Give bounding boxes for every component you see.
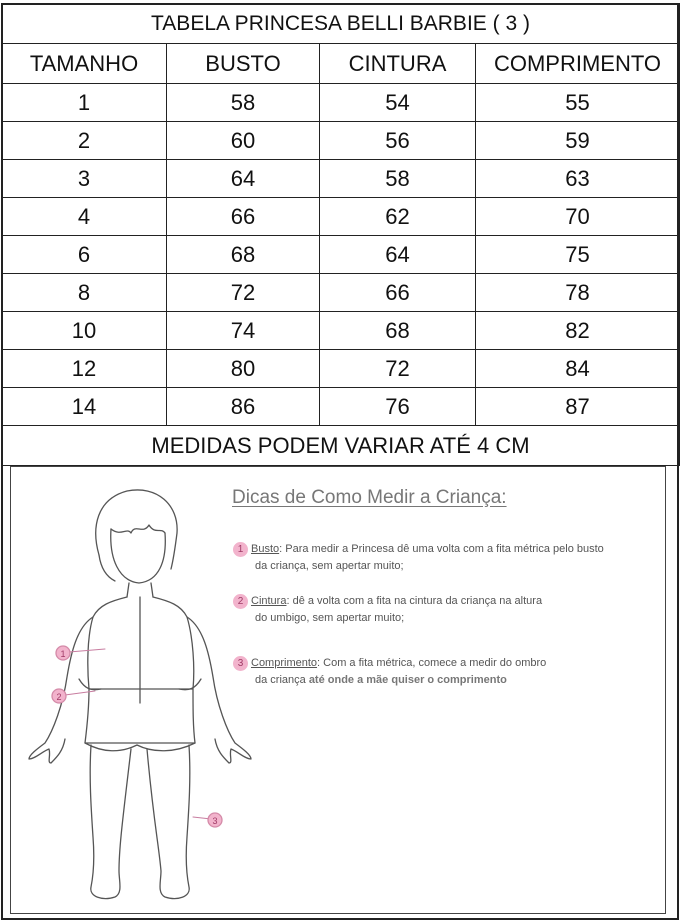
cell-comprimento: 75 — [476, 236, 680, 274]
table-row — [2, 122, 680, 160]
tip-number: 1 — [233, 542, 248, 557]
cell-tamanho: 4 — [2, 198, 167, 236]
marker-1: 1 — [60, 649, 66, 659]
table-row — [2, 236, 680, 274]
marker-2: 2 — [56, 692, 62, 702]
cell-tamanho: 2 — [2, 122, 167, 160]
tip-number: 2 — [233, 594, 248, 609]
cell-comprimento: 70 — [476, 198, 680, 236]
tip-text-start: da criança — [255, 674, 309, 686]
cell-tamanho: 14 — [2, 388, 167, 426]
guide-title: Dicas de Como Medir a Criança: — [232, 487, 507, 508]
table-row — [2, 350, 680, 388]
cell-cintura: 58 — [320, 160, 476, 198]
measuring-guide-panel — [10, 466, 666, 914]
cell-busto: 80 — [167, 350, 320, 388]
size-table — [1, 3, 680, 466]
cell-cintura: 62 — [320, 198, 476, 236]
tip-text: : dê a volta com a fita na cintura da criança na altura — [286, 595, 543, 607]
tip-key: Cintura — [251, 595, 287, 607]
tip-text: : Com a fita métrica, comece a medir do ombro — [317, 657, 547, 669]
cell-comprimento: 87 — [476, 388, 680, 426]
cell-comprimento: 59 — [476, 122, 680, 160]
cell-comprimento: 55 — [476, 84, 680, 122]
tip-busto — [233, 541, 663, 575]
tip-number: 3 — [233, 656, 248, 671]
header-tamanho: TAMANHO — [2, 44, 167, 84]
header-busto: BUSTO — [167, 44, 320, 84]
table-row — [2, 160, 680, 198]
cell-cintura: 72 — [320, 350, 476, 388]
tip-text-line2: do umbigo, sem apertar muito; — [255, 612, 405, 624]
cell-comprimento: 84 — [476, 350, 680, 388]
cell-busto: 60 — [167, 122, 320, 160]
tip-text-line2 — [233, 672, 663, 689]
cell-busto: 68 — [167, 236, 320, 274]
tip-comprimento — [233, 655, 663, 689]
cell-cintura: 68 — [320, 312, 476, 350]
header-row — [2, 44, 680, 84]
cell-busto: 64 — [167, 160, 320, 198]
cell-tamanho: 8 — [2, 274, 167, 312]
table-row — [2, 198, 680, 236]
table-row — [2, 388, 680, 426]
cell-comprimento: 63 — [476, 160, 680, 198]
cell-busto: 72 — [167, 274, 320, 312]
cell-busto: 74 — [167, 312, 320, 350]
cell-cintura: 66 — [320, 274, 476, 312]
cell-busto: 58 — [167, 84, 320, 122]
cell-cintura: 64 — [320, 236, 476, 274]
cell-cintura: 56 — [320, 122, 476, 160]
cell-comprimento: 82 — [476, 312, 680, 350]
cell-comprimento: 78 — [476, 274, 680, 312]
tip-text-line2: da criança, sem apertar muito; — [255, 560, 404, 572]
cell-busto: 66 — [167, 198, 320, 236]
tip-cintura — [233, 593, 663, 627]
tip-key: Busto — [251, 543, 280, 555]
table-row — [2, 84, 680, 122]
cell-tamanho: 12 — [2, 350, 167, 388]
variation-note: MEDIDAS PODEM VARIAR ATÉ 4 CM — [2, 426, 680, 466]
cell-tamanho: 1 — [2, 84, 167, 122]
marker-3: 3 — [212, 816, 218, 826]
tip-text-bold: até onde a mãe quiser o comprimento — [308, 674, 507, 686]
cell-tamanho: 6 — [2, 236, 167, 274]
cell-busto: 86 — [167, 388, 320, 426]
table-row — [2, 312, 680, 350]
cell-tamanho: 3 — [2, 160, 167, 198]
table-title: TABELA PRINCESA BELLI BARBIE ( 3 ) — [2, 4, 680, 44]
table-row — [2, 274, 680, 312]
cell-cintura: 76 — [320, 388, 476, 426]
header-cintura: CINTURA — [320, 44, 476, 84]
cell-tamanho: 10 — [2, 312, 167, 350]
tip-key: Comprimento — [251, 657, 318, 669]
child-figure-illustration — [15, 477, 255, 909]
tip-text: : Para medir a Princesa dê uma volta com a fita métrica pelo busto — [279, 543, 604, 555]
cell-cintura: 54 — [320, 84, 476, 122]
header-comprimento: COMPRIMENTO — [476, 44, 680, 84]
